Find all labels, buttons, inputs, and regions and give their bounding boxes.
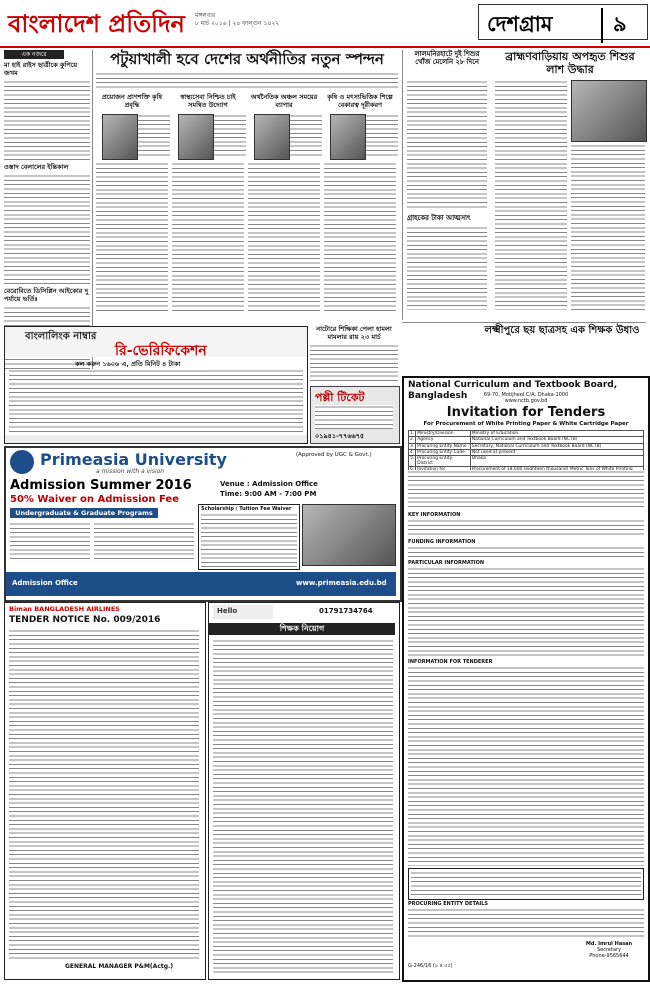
office-label: Admission Office (12, 579, 78, 587)
notice-headline: নাটোরে শিক্ষিকা পেলা হামলা মামলার রায় ২৩ মার্চ (316, 325, 392, 341)
section-label: FUNDING INFORMATION (408, 539, 476, 545)
news-photo (571, 80, 647, 142)
waiver-headline: 50% Waiver on Admission Fee (10, 494, 179, 505)
right-stories (402, 50, 647, 320)
program-list (94, 522, 194, 562)
portrait-photo (330, 114, 366, 160)
column-text (324, 162, 396, 312)
table-row: 1. Ministry/Division Ministry of Education (409, 431, 644, 437)
lead-headline: পটুয়াখালী হবে দেশের অর্থনীতির নতুন স্পন্দন (110, 50, 384, 68)
scholarship-table: Scholarship / Tuition Fee Waiver (198, 504, 300, 570)
bangla-notice (208, 602, 400, 980)
primeasia-ad (4, 446, 402, 602)
university-tagline: a mission with a vision (96, 468, 165, 475)
program-list (10, 522, 90, 562)
biman-text (9, 629, 199, 959)
tender-subtitle: For Procurement of White Printing Paper & White Cartridge Paper (423, 421, 629, 427)
column-text (96, 162, 168, 312)
lakshmipur-story (402, 322, 646, 375)
tender-text (408, 519, 644, 537)
table-row: 3. Procuring Entity Name Secretary, National Curriculum and Textbook Board (NCTB) (409, 443, 644, 449)
tender-text (408, 908, 644, 938)
ad-title: রি-ভেরিফিকেশন (115, 343, 207, 359)
story-headline: গ্রাহকের টাকা আত্মসাৎ (407, 214, 471, 222)
story-text (495, 80, 567, 310)
tender-signature: Md. Imrul Hasan Secretary Phone-9565644 (585, 941, 633, 959)
banglalink-ad (4, 326, 308, 444)
subhead: প্রয়োজন প্রাণশক্তি কৃষি প্রবৃদ্ধি (101, 93, 163, 109)
notice-logo: Hello (213, 605, 273, 619)
portrait-photo (254, 114, 290, 160)
masthead (0, 0, 650, 48)
section-name: দেশগ্রাম (487, 12, 553, 36)
story-headline: লালমনিরহাটে দুই শিশুর খোঁজ মেলেনি ২৮ দিনে (414, 50, 480, 66)
tender-text (408, 470, 644, 510)
nctb-tender (402, 376, 650, 982)
tender-title: Invitation for Tenders (446, 405, 606, 420)
section-label: PARTICULAR INFORMATION (408, 560, 485, 566)
story-text (571, 144, 645, 310)
story-headline: বেরোবিতে ডিসিপ্লিন আইকোর দু পর্যায়ে ভর্তিঃ (4, 287, 89, 303)
footer-bar (6, 572, 396, 596)
story-text (4, 174, 90, 284)
office-hours: Time: 9:00 AM - 7:00 PM (220, 490, 317, 498)
column-text (172, 162, 244, 312)
ad-title: পল্লী টিকেট (315, 391, 365, 404)
ad-subtitle: কল করুন ১৬০৬ এ, প্রতি মিনিট ৪ টাকা (75, 360, 181, 368)
tender-website: www.nctb.gov.bd (504, 398, 548, 404)
notice-text (213, 639, 393, 973)
notice-title: শিক্ষক নিয়োগ (209, 623, 395, 635)
ad-brand: বাংলালিংক নাম্বার (25, 331, 97, 342)
newspaper-logo: বাংলাদেশ প্রতিদিন (8, 9, 185, 38)
biman-brand: Biman BANGLADESH AIRLINES (9, 605, 120, 613)
middle-notice (310, 326, 398, 442)
tender-reference: G-246/16 (৮ x ৫৫) (408, 963, 453, 969)
section-label: INFORMATION FOR TENDERER (408, 659, 493, 665)
page-number: ৯ (601, 8, 627, 43)
admission-headline: Admission Summer 2016 (10, 478, 192, 493)
story-headline: ব্রাহ্মণবাড়িয়ায় অপহৃত শিশুর লাশ উদ্ধার (505, 50, 635, 76)
students-photo (302, 504, 396, 566)
subhead: অর্থনৈতিক অঞ্চল সময়ের ব্যাপার (250, 93, 318, 109)
lead-story (96, 50, 398, 320)
date-line: মঙ্গলবার ৮ মার্চ ২০১৬ | ২৪ ফাল্গুন ১৪২২ (195, 12, 280, 27)
portrait-photo (178, 114, 214, 160)
tender-text (408, 546, 644, 558)
table-row: 4. Procuring Entity Code Not used at present (409, 449, 644, 455)
lead-intro (96, 72, 398, 90)
portrait-photo (102, 114, 138, 160)
story-headline: ওস্তাদ বেলালের ইন্তিকাল (4, 163, 69, 171)
story-headline: লক্ষ্মীপুরে ছয় ছাত্রসহ এক শিক্ষক উধাও (484, 325, 640, 336)
tender-price-table (408, 868, 644, 900)
kicker-label: এক নজরে (4, 50, 64, 59)
university-logo-icon (10, 450, 34, 474)
caption-text (290, 114, 322, 158)
tender-org: National Curriculum and Textbook Board, Bangladesh (408, 380, 618, 401)
university-name: Primeasia University (40, 450, 227, 469)
tender-text (408, 567, 644, 657)
story-headline: মা হাই রাইস ছাত্রীকে কুপিয়ে জখম (4, 61, 78, 77)
tender-text (408, 666, 644, 866)
approval-note: (Approved by UGC & Govt.) (296, 452, 372, 458)
ad-phone: ০১৯৪১-৭৭৬৬৭৫ (315, 432, 365, 440)
section-label: KEY INFORMATION (408, 512, 461, 518)
story-text (407, 80, 487, 210)
column-text (248, 162, 320, 312)
section-label: PROCURING ENTITY DETAILS (408, 901, 488, 907)
venue: Venue : Admission Office (220, 480, 318, 488)
ad-text (9, 369, 303, 433)
story-text (4, 80, 90, 160)
biman-title: TENDER NOTICE No. 009/2016 (9, 615, 161, 625)
ad-footer (5, 435, 307, 443)
table-row: 5. Procuring Entity District Dhaka (409, 456, 644, 467)
notice-phone: 01791734764 (319, 607, 373, 615)
biman-signatory: GENERAL MANAGER P&M(Actg.) (65, 963, 174, 970)
ad-text (315, 405, 393, 429)
tender-address: 69-70, Motijheel C/A, Dhaka-1000 (483, 392, 569, 398)
subhead: কৃষি ও মৎস্যভিত্তিক শিল্পে বেকারত্ব দূরীকরণ (327, 93, 393, 109)
left-column (4, 50, 93, 370)
section-header (478, 4, 648, 40)
biman-tender (4, 602, 206, 980)
subhead: স্বাস্থ্যসেবা নিশ্চিত চাই সমন্বিত উদ্যোগ (180, 93, 236, 109)
caption-text (138, 114, 170, 158)
caption-text (214, 114, 246, 158)
programs-banner: Undergraduate & Graduate Programs (10, 508, 158, 518)
palli-ticket-ad (310, 386, 400, 444)
caption-text (366, 114, 398, 158)
notice-text (310, 344, 398, 384)
story-text (407, 226, 487, 310)
table-row: 2. Agency National Curriculum and Textbook Board (NCTB) (409, 437, 644, 443)
website-link[interactable]: www.primeasia.edu.bd (296, 579, 387, 587)
